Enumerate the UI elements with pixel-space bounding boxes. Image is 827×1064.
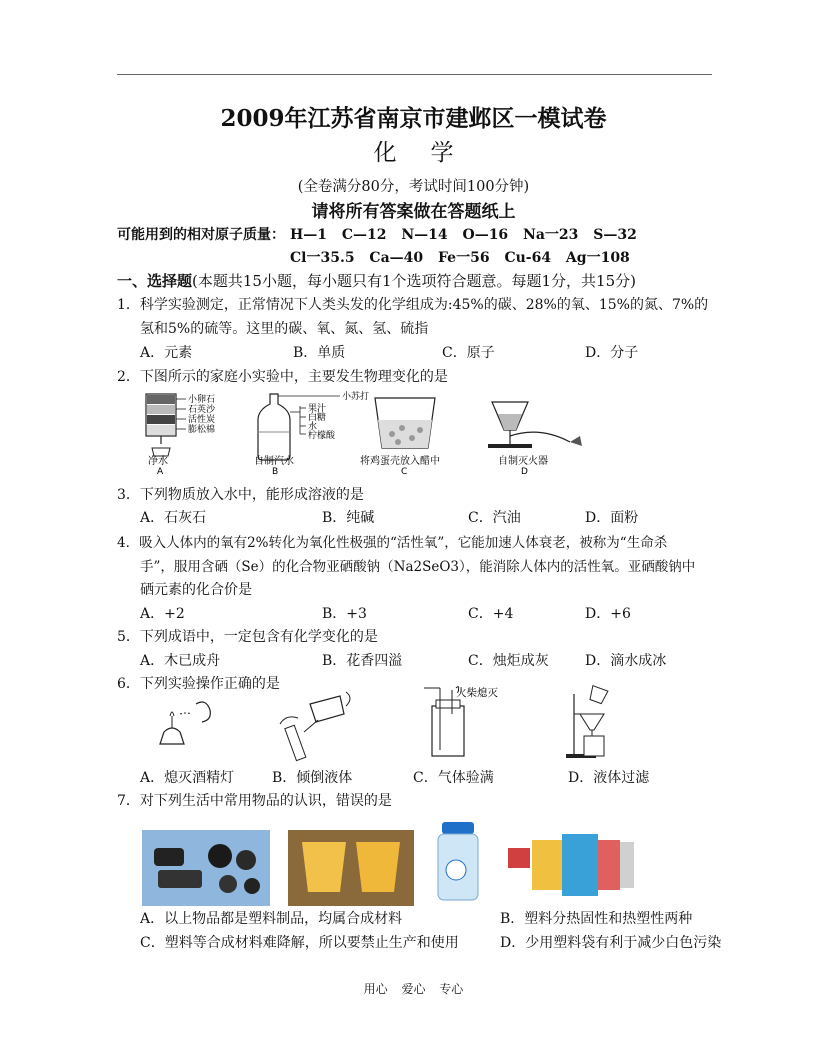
q2-b-caption: 自制汽水	[254, 456, 294, 467]
q4-line-1: 4．吸入人体内的氧有2%转化为氧化性极强的“活性氧”，它能加速人体衰老，被称为“生命杀	[117, 535, 668, 551]
q2-c-caption: 将鸡蛋壳放入醋中	[360, 456, 440, 467]
q6-option-d: D．液体过滤	[568, 770, 650, 786]
q1-option-c: C．原子	[442, 345, 495, 361]
q6-figure-c	[424, 686, 498, 756]
q6-option-a: A．熄灭酒精灯	[140, 770, 235, 786]
atomic-mass-line-2: Cl一35.5 Ca—40 Fe一56 Cu-64 Ag一108	[290, 250, 630, 266]
exam-title: 2009年江苏省南京市建邺区一模试卷	[220, 105, 607, 132]
q7-photo-3	[434, 818, 486, 906]
q1-option-b: B．单质	[293, 345, 346, 361]
section-detail: (本题共15小题，每小题只有1个选项符合题意。每题1分，共15分)	[192, 272, 636, 290]
q5-option-d: D．滴水成冰	[585, 653, 667, 669]
q7-photo-1	[142, 830, 270, 906]
q7-option-d: D．少用塑料袋有利于减少白色污染	[500, 935, 722, 951]
q4-option-a: A．+2	[140, 606, 185, 622]
q2-a-label-2: 石英沙	[188, 405, 216, 415]
q2-b-letter: B	[272, 467, 279, 474]
q2-figure	[130, 386, 610, 474]
q1-line-2: 氢和5%的硫等。这里的碳、氧、氮、氢、硫指	[140, 321, 429, 337]
q4-option-b: B．+3	[322, 606, 367, 622]
q2-d-caption: 自制灭火器	[498, 456, 548, 467]
q4-option-c: C．+4	[468, 606, 514, 622]
q2-b-label-2: 白糖	[308, 413, 327, 423]
q3-option-a: A．石灰石	[140, 510, 207, 526]
answer-instruction: 请将所有答案做在答题纸上	[311, 202, 516, 222]
q2-c-letter: C	[401, 467, 408, 474]
q5-option-a: A．木已成舟	[140, 653, 221, 669]
q2-a-label-3: 活性炭	[188, 415, 216, 425]
section-heading	[117, 270, 636, 291]
q2-line-1: 2．下图所示的家庭小实验中，主要发生物理变化的是	[117, 369, 448, 385]
q7-photo-4	[508, 834, 634, 896]
q6-figure-a	[160, 702, 210, 744]
q6-figure	[140, 684, 660, 764]
exam-note: (全卷满分80分，考试时间100分钟)	[297, 179, 530, 195]
q2-a-label-1: 小卵石	[188, 395, 216, 405]
q4-line-3: 硒元素的化合价是	[140, 582, 252, 598]
q2-figure-d	[488, 402, 582, 474]
q3-option-c: C．汽油	[468, 510, 521, 526]
q2-b-label-1: 果汁	[308, 404, 327, 414]
q7-figure	[142, 818, 702, 908]
q7-line-1: 7．对下列生活中常用物品的认识，错误的是	[117, 793, 392, 809]
q5-option-c: C．烛炬成灰	[468, 653, 549, 669]
q6-figure-d	[566, 686, 608, 758]
q7-option-b: B．塑料分热固性和热塑性两种	[500, 911, 693, 927]
q6-figure-b	[280, 692, 350, 761]
q1-line-1: 1．科学实验测定，正常情况下人类头发的化学组成为:45%的碳、28%的氧、15%的氮、7%的	[117, 297, 709, 313]
atomic-mass-label: 可能用到的相对原子质量：	[117, 227, 285, 243]
q4-line-2: 手”，服用含硒（Se）的化合物亚硒酸钠（Na2SeO3），能消除人体内的活性氧。亚硒酸钠中	[140, 559, 696, 575]
q2-figure-a	[146, 393, 216, 474]
q2-figure-b	[254, 390, 369, 474]
q2-figure-c	[360, 398, 440, 474]
atomic-mass-line-1: H—1 C—12 N—14 O—16 Na一23 S—32	[290, 227, 637, 243]
q2-a-label-4: 膨松棉	[188, 425, 216, 435]
section-title: 一、选择题	[117, 272, 193, 290]
q5-option-b: B．花香四溢	[322, 653, 403, 669]
q6-option-b: B．倾倒液体	[272, 770, 353, 786]
q4-option-d: D．+6	[585, 606, 631, 622]
q2-a-letter: A	[157, 467, 164, 474]
q3-option-b: B．纯碱	[322, 510, 375, 526]
q6-line-1: 6．下列实验操作正确的是	[117, 676, 280, 692]
q6-figure-label: 火柴熄灭	[456, 687, 498, 699]
q2-b-label-4: 柠檬酸	[308, 431, 336, 441]
q7-photo-2	[288, 830, 414, 906]
q3-line-1: 3．下列物质放入水中，能形成溶液的是	[117, 487, 364, 503]
q2-a-caption: 净水	[148, 456, 168, 467]
q2-b-label-3: 水	[308, 422, 318, 432]
q1-option-d: D．分子	[585, 345, 639, 361]
q7-option-a: A．以上物品都是塑料制品，均属合成材料	[140, 911, 403, 927]
q5-line-1: 5．下列成语中，一定包含有化学变化的是	[117, 629, 378, 645]
page-footer: 用心 爱心 专心	[363, 982, 464, 996]
q1-option-a: A．元素	[140, 345, 193, 361]
q2-b-top-label: 小苏打	[342, 392, 370, 402]
q6-option-c: C．气体验满	[413, 770, 494, 786]
q2-d-letter: D	[521, 467, 528, 474]
header-rule	[117, 74, 712, 75]
q3-option-d: D．面粉	[585, 510, 639, 526]
q7-option-c: C．塑料等合成材料难降解，所以要禁止生产和使用	[140, 935, 459, 951]
subject-title: 化学	[373, 140, 488, 166]
